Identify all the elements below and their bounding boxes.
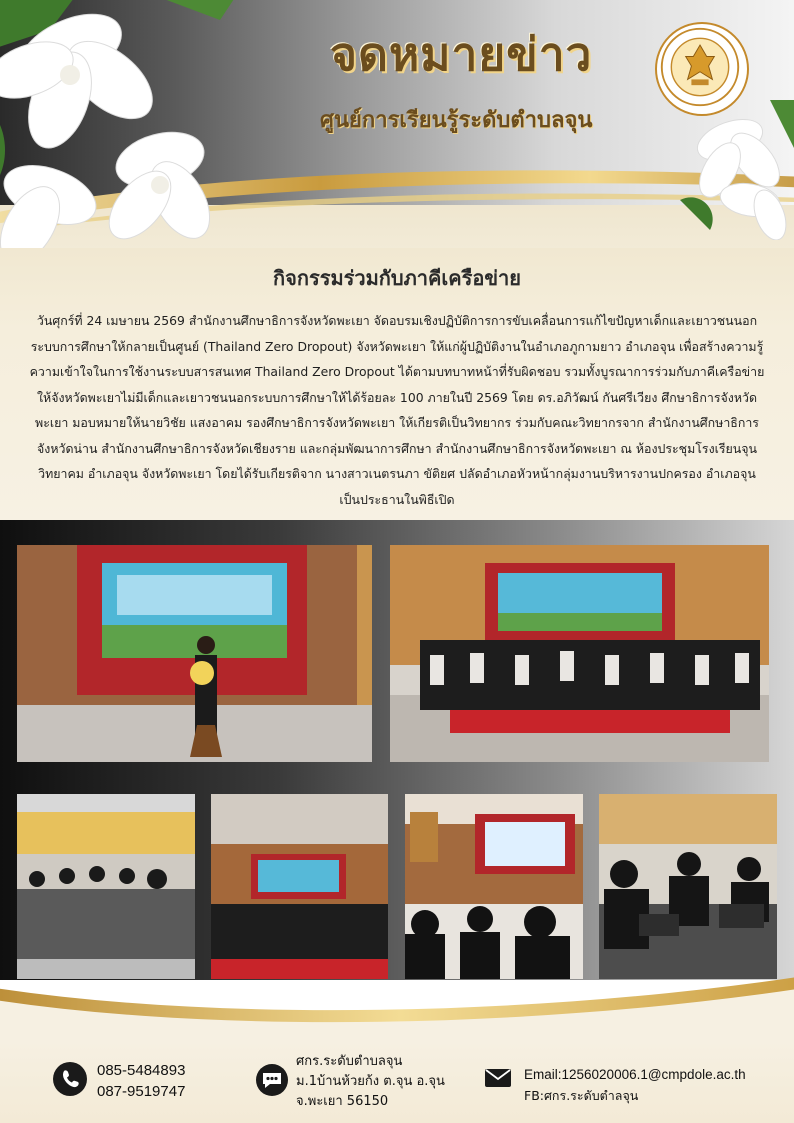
phone-numbers [97,1060,185,1102]
address-line-3: จ.พะเยา 56150 [296,1094,389,1109]
jasmine-flower-right [680,100,794,240]
jasmine-flower-left [0,0,240,265]
activity-description: วันศุกร์ที่ 24 เมษายน 2569 สำนักงานศึกษาธิการจังหวัดพะเยา จัดอบรมเชิงปฏิบัติการการขับเคลื่อนการแก้ไขปัญหาเด็กและเยาวชนนอกระบบการศึกษาให้กลายเป็นศูนย์ (Thailand Zero Dropout) จังหวัดพะเยา ให้แก่ผู้ปฏิบัติงานในอำเภอภูกามยาว อำเภอจุน เพื่อสร้างความรู้ความเข้าใจในการใช้งานระบบสารสนเทศ Thailand Zero Dropout ได้ตามบทบาทหน้าที่รับผิดชอบ รวมทั้งบูรณาการร่วมกับภาคีเครือข่ายให้จังหวัดพะเยาไม่มีเด็กและเยาวชนนอกระบบการศึกษาให้ได้ร้อยละ 100 ภายในปี 2569 โดย ดร.อภิวัฒน์ กันศรีเวียง ศึกษาธิการจังหวัดพะเยา มอบหมายให้นายวิชัย แสงอาคม รองศึกษาธิการจังหวัดพะเยา ให้เกียรติเป็นวิทยากร ร่วมกับคณะวิทยากรจาก สำนักงานศึกษาธิการจังหวัดน่าน สำนักงานศึกษาธิการจังหวัดเชียงราย และกลุ่มพัฒนาการศึกษา สำนักงานศึกษาธิการจังหวัดพะเยา ณ ห้องประชุมโรงเรียนจุนวิทยาคม อำเภอจุน จังหวัดพะเยา โดยได้รับเกียรติจาก นางสาวเนตรนภา ขัติยศ ปลัดอำเภอหัวหน้ากลุ่มงานบริหารงานปกครอง อำเภอจุน เป็นประธานในพิธีเปิด [29,313,765,507]
ministry-seal-logo [655,22,749,116]
address-line-1: ศกร.ระดับตำบลจุน [296,1054,403,1069]
chat-icon [256,1064,288,1096]
phone-icon [53,1062,87,1096]
photo-laptop-work [599,794,777,979]
address-block [296,1052,445,1112]
center-name-subtitle: ศูนย์การเรียนรู้ระดับตำบลจุน [320,107,593,133]
facebook-page[interactable]: FB:ศกร.ระดับตำลจุน [524,1088,639,1103]
phone-number-2: 087-9519747 [97,1083,186,1100]
footer-gold-swoosh [0,960,794,1050]
photo-group-wide [211,794,388,979]
photo-presentation-screen [405,794,583,979]
photo-participants-tables [17,794,195,979]
email-address[interactable]: Email:1256020006.1@cmpdole.ac.th [524,1067,746,1082]
newsletter-title: จดหมายข่าว [330,27,593,81]
phone-number-1: 085-5484893 [97,1062,186,1079]
mail-icon [484,1066,512,1088]
address-line-2: ม.1บ้านห้วยก้ง ต.จุน อ.จุน [296,1074,445,1089]
email-block [524,1064,746,1106]
activity-heading: กิจกรรมร่วมกับภาคีเครือข่าย [273,266,521,290]
photo-group-stage [390,545,769,762]
photo-speaker-podium [17,545,372,762]
